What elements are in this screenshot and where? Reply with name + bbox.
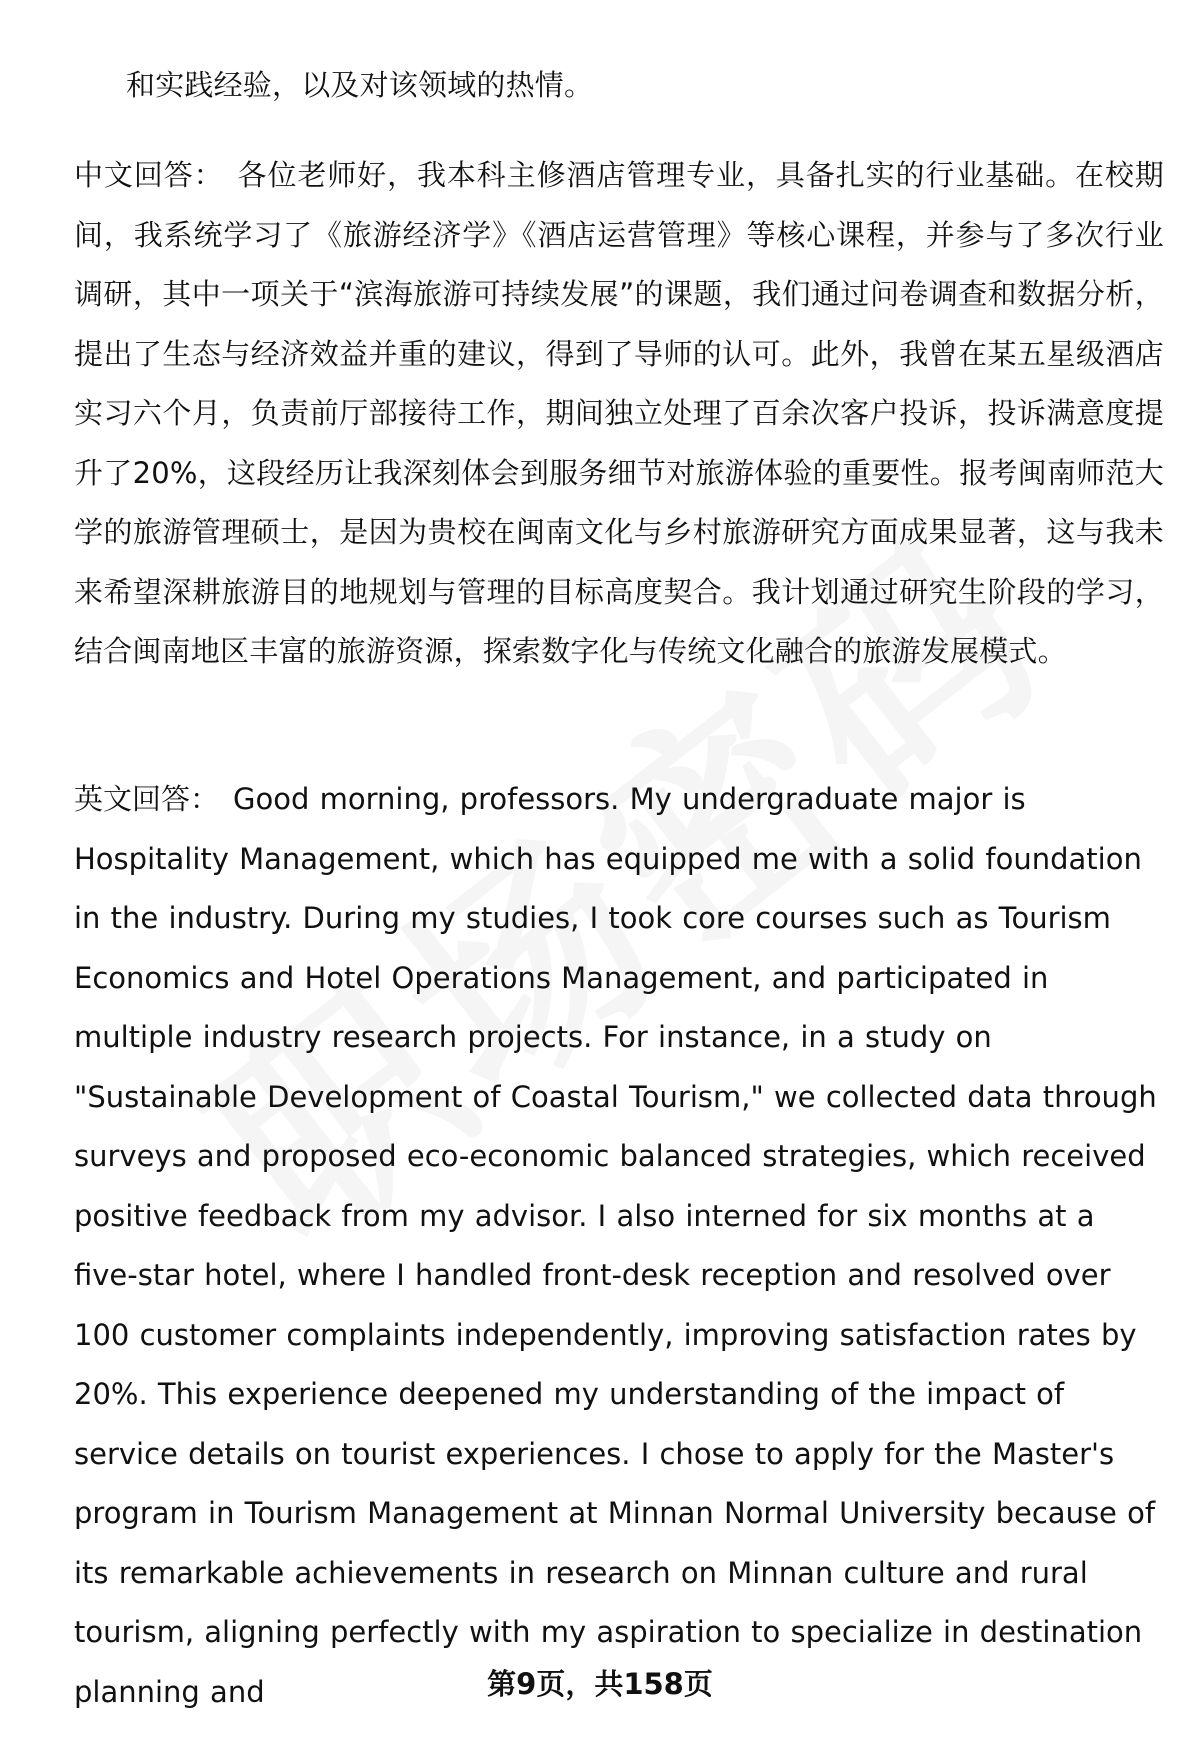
english-answer-label: 英文回答： bbox=[74, 782, 220, 816]
continuation-paragraph: 和实践经验，以及对该领域的热情。 bbox=[126, 68, 594, 102]
chinese-answer-label: 中文回答： bbox=[74, 158, 224, 192]
chinese-answer-text: 各位老师好，我本科主修酒店管理专业，具备扎实的行业基础。在校期间，我系统学习了《旅游经济学》《酒店运营管理》等核心课程，并参与了多次行业调研，其中一项关于“滨海旅游可持续发展”的课题，我们通过问卷调查和数据分析，提出了生态与经济效益并重的建议，得到了导师的认可。此外，我曾在某五星级酒店实习六个月，负责前厅部接待工作，期间独立处理了百余次客户投诉，投诉满意度提升了20%，这段经历让我深刻体会到服务细节对旅游体验的重要性。报考闽南师范大学的旅游管理硕士，是因为贵校在闽南文化与乡村旅游研究方面成果显著，这与我未来希望深耕旅游目的地规划与管理的目标高度契合。我计划通过研究生阶段的学习，结合闽南地区丰富的旅游资源，探索数字化与传统文化融合的旅游发展模式。 bbox=[74, 158, 1164, 668]
chinese-answer-paragraph bbox=[74, 146, 1164, 682]
english-answer-paragraph bbox=[74, 770, 1164, 1722]
page-number-footer: 第9页，共158页 bbox=[487, 1667, 713, 1701]
english-answer-text: Good morning, professors. My undergraduate major is Hospitality Management, which has equipped me with a solid foundation in the industry. During my studies, I took core courses such as Tourism Economics and Hotel Operations Management, and participated in multiple industry research projects. For instance, in a study on "Sustainable Development of Coastal Tourism," we collected data through surveys and proposed eco-economic balanced strategies, which received positive feedback from my advisor. I also interned for six months at a five-star hotel, where I handled front-desk reception and resolved over 100 customer complaints independently, improving satisfaction rates by 20%. This experience deepened my understanding of the impact of service details on tourist experiences. I chose to apply for the Master's program in Tourism Management at Minnan Normal University because of its remarkable achievements in research on Minnan culture and rural tourism, aligning perfectly with my aspiration to specialize in destination planning and bbox=[74, 782, 1157, 1709]
